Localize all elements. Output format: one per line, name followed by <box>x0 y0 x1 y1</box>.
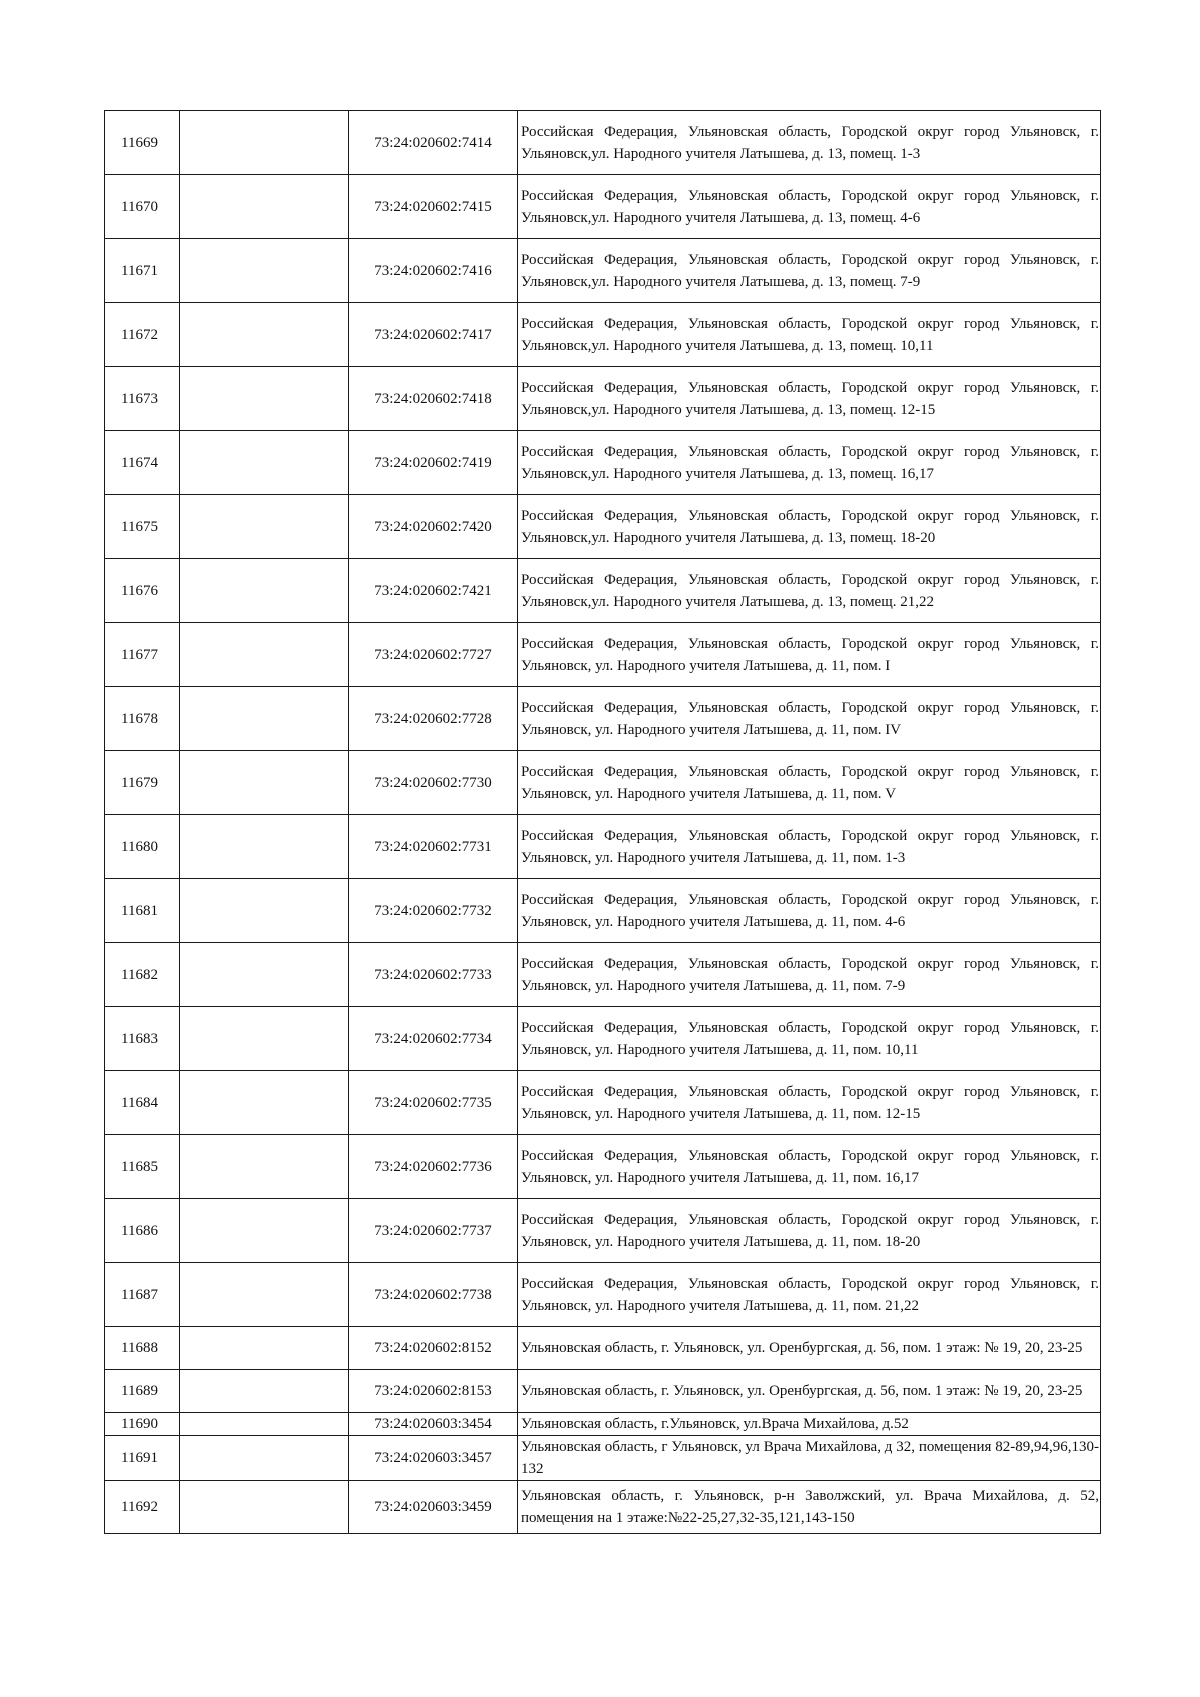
table-row <box>105 239 1101 303</box>
table-row <box>105 1481 1101 1534</box>
address: Российская Федерация, Ульяновская область, Городской округ город Ульяновск, г. Ульяновск, ул. Народного учителя Латышева, д. 11, пом. 4-6 <box>518 879 1101 943</box>
cadastral-number: 73:24:020602:8153 <box>349 1370 518 1413</box>
cadastral-number: 73:24:020602:8152 <box>349 1327 518 1370</box>
row-number: 11676 <box>105 559 180 623</box>
empty-cell <box>180 687 349 751</box>
cadastral-number: 73:24:020602:7736 <box>349 1135 518 1199</box>
row-number: 11680 <box>105 815 180 879</box>
address: Ульяновская область, г. Ульяновск, ул. Оренбургская, д. 56, пом. 1 этаж: № 19, 20, 23-25 <box>518 1327 1101 1370</box>
cadastral-number: 73:24:020602:7421 <box>349 559 518 623</box>
cadastral-number: 73:24:020602:7727 <box>349 623 518 687</box>
empty-cell <box>180 1007 349 1071</box>
empty-cell <box>180 111 349 175</box>
row-number: 11687 <box>105 1263 180 1327</box>
address: Российская Федерация, Ульяновская область, Городской округ город Ульяновск, г. Ульяновск, ул. Народного учителя Латышева, д. 11, пом. 16,17 <box>518 1135 1101 1199</box>
cadastral-number: 73:24:020602:7419 <box>349 431 518 495</box>
cadastral-number: 73:24:020602:7731 <box>349 815 518 879</box>
cadastral-number: 73:24:020602:7730 <box>349 751 518 815</box>
row-number: 11684 <box>105 1071 180 1135</box>
address: Российская Федерация, Ульяновская область, Городской округ город Ульяновск, г. Ульяновск,ул. Народного учителя Латышева, д. 13, помещ. 18-20 <box>518 495 1101 559</box>
row-number: 11670 <box>105 175 180 239</box>
table-row <box>105 303 1101 367</box>
table-row <box>105 879 1101 943</box>
table-row <box>105 943 1101 1007</box>
address: Ульяновская область, г.Ульяновск, ул.Врача Михайлова, д.52 <box>518 1413 1101 1436</box>
address: Российская Федерация, Ульяновская область, Городской округ город Ульяновск, г. Ульяновск,ул. Народного учителя Латышева, д. 13, помещ. 1-3 <box>518 111 1101 175</box>
table-row <box>105 1135 1101 1199</box>
row-number: 11675 <box>105 495 180 559</box>
empty-cell <box>180 1135 349 1199</box>
address: Ульяновская область, г Ульяновск, ул Врача Михайлова, д 32, помещения 82-89,94,96,130-132 <box>518 1436 1101 1481</box>
cadastral-number: 73:24:020602:7418 <box>349 367 518 431</box>
empty-cell <box>180 495 349 559</box>
row-number: 11682 <box>105 943 180 1007</box>
row-number: 11672 <box>105 303 180 367</box>
table-row <box>105 559 1101 623</box>
cadastral-number: 73:24:020603:3454 <box>349 1413 518 1436</box>
cadastral-number: 73:24:020602:7417 <box>349 303 518 367</box>
row-number: 11669 <box>105 111 180 175</box>
empty-cell <box>180 623 349 687</box>
row-number: 11681 <box>105 879 180 943</box>
address: Российская Федерация, Ульяновская область, Городской округ город Ульяновск, г. Ульяновск, ул. Народного учителя Латышева, д. 11, пом. V <box>518 751 1101 815</box>
cadastral-number: 73:24:020602:7738 <box>349 1263 518 1327</box>
address: Российская Федерация, Ульяновская область, Городской округ город Ульяновск, г. Ульяновск,ул. Народного учителя Латышева, д. 13, помещ. 4-6 <box>518 175 1101 239</box>
address: Российская Федерация, Ульяновская область, Городской округ город Ульяновск, г. Ульяновск,ул. Народного учителя Латышева, д. 13, помещ. 12-15 <box>518 367 1101 431</box>
empty-cell <box>180 1481 349 1534</box>
row-number: 11692 <box>105 1481 180 1534</box>
cadastral-number: 73:24:020603:3459 <box>349 1481 518 1534</box>
table-row <box>105 1436 1101 1481</box>
address: Российская Федерация, Ульяновская область, Городской округ город Ульяновск, г. Ульяновск, ул. Народного учителя Латышева, д. 11, пом. 1-3 <box>518 815 1101 879</box>
empty-cell <box>180 1413 349 1436</box>
cadastral-number: 73:24:020602:7420 <box>349 495 518 559</box>
table-row <box>105 431 1101 495</box>
address: Российская Федерация, Ульяновская область, Городской округ город Ульяновск, г. Ульяновск, ул. Народного учителя Латышева, д. 11, пом. 18-20 <box>518 1199 1101 1263</box>
table-row <box>105 111 1101 175</box>
empty-cell <box>180 1199 349 1263</box>
table-row <box>105 495 1101 559</box>
address: Российская Федерация, Ульяновская область, Городской округ город Ульяновск, г. Ульяновск, ул. Народного учителя Латышева, д. 11, пом. 12-15 <box>518 1071 1101 1135</box>
row-number: 11686 <box>105 1199 180 1263</box>
empty-cell <box>180 1071 349 1135</box>
table-row <box>105 1370 1101 1413</box>
address: Ульяновская область, г. Ульяновск, р-н Заволжский, ул. Врача Михайлова, д. 52, помещения на 1 этаже:№22-25,27,32-35,121,143-150 <box>518 1481 1101 1534</box>
table-row <box>105 751 1101 815</box>
cadastral-number: 73:24:020602:7735 <box>349 1071 518 1135</box>
row-number: 11673 <box>105 367 180 431</box>
cadastral-number: 73:24:020603:3457 <box>349 1436 518 1481</box>
address: Российская Федерация, Ульяновская область, Городской округ город Ульяновск, г. Ульяновск,ул. Народного учителя Латышева, д. 13, помещ. 16,17 <box>518 431 1101 495</box>
empty-cell <box>180 943 349 1007</box>
table-row <box>105 1007 1101 1071</box>
empty-cell <box>180 1436 349 1481</box>
empty-cell <box>180 751 349 815</box>
cadastral-number: 73:24:020602:7415 <box>349 175 518 239</box>
empty-cell <box>180 367 349 431</box>
empty-cell <box>180 879 349 943</box>
table-row <box>105 623 1101 687</box>
empty-cell <box>180 1327 349 1370</box>
row-number: 11677 <box>105 623 180 687</box>
cadastral-number: 73:24:020602:7732 <box>349 879 518 943</box>
empty-cell <box>180 303 349 367</box>
empty-cell <box>180 1263 349 1327</box>
address: Российская Федерация, Ульяновская область, Городской округ город Ульяновск, г. Ульяновск, ул. Народного учителя Латышева, д. 11, пом. 21,22 <box>518 1263 1101 1327</box>
table-row <box>105 1327 1101 1370</box>
table-row <box>105 1263 1101 1327</box>
address: Российская Федерация, Ульяновская область, Городской округ город Ульяновск, г. Ульяновск, ул. Народного учителя Латышева, д. 11, пом. IV <box>518 687 1101 751</box>
empty-cell <box>180 559 349 623</box>
row-number: 11689 <box>105 1370 180 1413</box>
cadastral-number: 73:24:020602:7416 <box>349 239 518 303</box>
empty-cell <box>180 1370 349 1413</box>
row-number: 11685 <box>105 1135 180 1199</box>
address: Российская Федерация, Ульяновская область, Городской округ город Ульяновск, г. Ульяновск, ул. Народного учителя Латышева, д. 11, пом. 10,11 <box>518 1007 1101 1071</box>
row-number: 11683 <box>105 1007 180 1071</box>
cadastral-number: 73:24:020602:7733 <box>349 943 518 1007</box>
address: Российская Федерация, Ульяновская область, Городской округ город Ульяновск, г. Ульяновск, ул. Народного учителя Латышева, д. 11, пом. I <box>518 623 1101 687</box>
table-row <box>105 367 1101 431</box>
row-number: 11690 <box>105 1413 180 1436</box>
cadastral-number: 73:24:020602:7414 <box>349 111 518 175</box>
empty-cell <box>180 175 349 239</box>
row-number: 11691 <box>105 1436 180 1481</box>
row-number: 11678 <box>105 687 180 751</box>
table-row <box>105 1199 1101 1263</box>
row-number: 11679 <box>105 751 180 815</box>
cadastral-number: 73:24:020602:7728 <box>349 687 518 751</box>
empty-cell <box>180 239 349 303</box>
cadastral-number: 73:24:020602:7734 <box>349 1007 518 1071</box>
cadastral-number: 73:24:020602:7737 <box>349 1199 518 1263</box>
table-row <box>105 687 1101 751</box>
address: Российская Федерация, Ульяновская область, Городской округ город Ульяновск, г. Ульяновск, ул. Народного учителя Латышева, д. 11, пом. 7-9 <box>518 943 1101 1007</box>
registry-table <box>104 110 1101 1534</box>
address: Российская Федерация, Ульяновская область, Городской округ город Ульяновск, г. Ульяновск,ул. Народного учителя Латышева, д. 13, помещ. 10,11 <box>518 303 1101 367</box>
empty-cell <box>180 431 349 495</box>
table-row <box>105 175 1101 239</box>
address: Российская Федерация, Ульяновская область, Городской округ город Ульяновск, г. Ульяновск,ул. Народного учителя Латышева, д. 13, помещ. 7-9 <box>518 239 1101 303</box>
address: Российская Федерация, Ульяновская область, Городской округ город Ульяновск, г. Ульяновск,ул. Народного учителя Латышева, д. 13, помещ. 21,22 <box>518 559 1101 623</box>
table-row <box>105 815 1101 879</box>
address: Ульяновская область, г. Ульяновск, ул. Оренбургская, д. 56, пом. 1 этаж: № 19, 20, 23-25 <box>518 1370 1101 1413</box>
row-number: 11688 <box>105 1327 180 1370</box>
empty-cell <box>180 815 349 879</box>
table-row <box>105 1071 1101 1135</box>
row-number: 11671 <box>105 239 180 303</box>
table-row <box>105 1413 1101 1436</box>
row-number: 11674 <box>105 431 180 495</box>
